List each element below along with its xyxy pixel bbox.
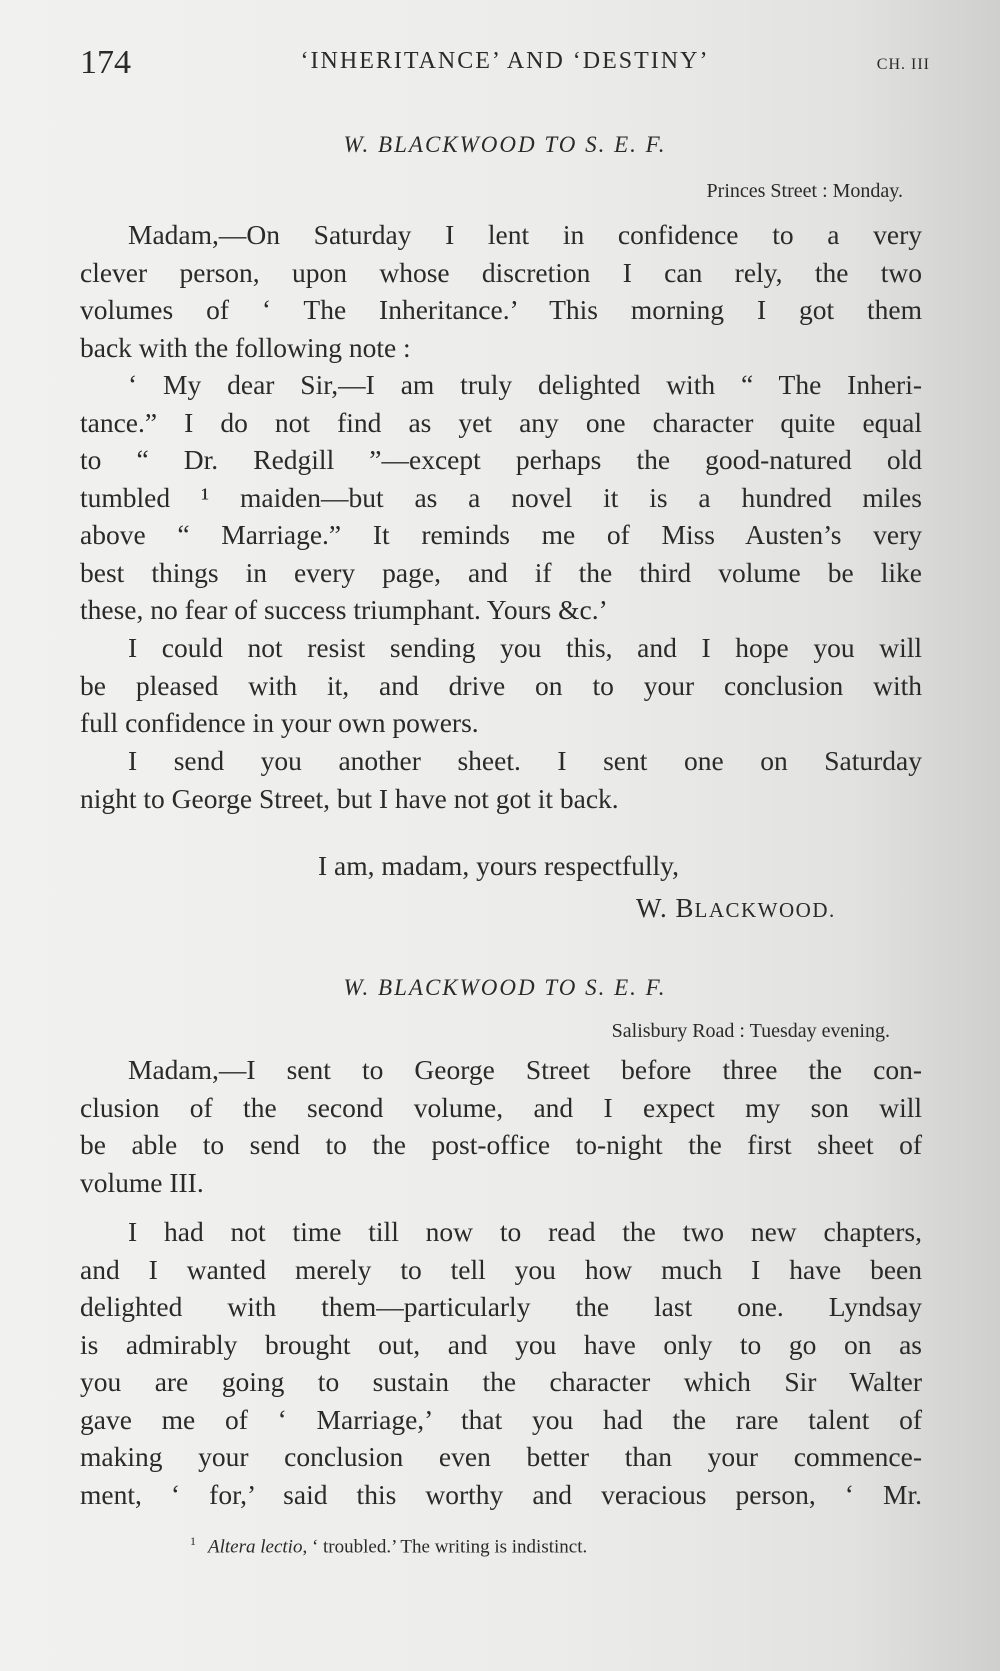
text-line: tumbled ¹ maiden—but as a novel it is a hundred miles: [80, 481, 922, 513]
footnote: [190, 1534, 587, 1558]
signature-initial: W. B: [636, 893, 695, 923]
running-head: [80, 42, 930, 82]
letter-1-paragraph-3: [80, 629, 922, 742]
text-line: gave me of ‘ Marriage,’ that you had the rare talent of: [80, 1403, 922, 1435]
text-line: Madam,—I sent to George Street before three the con-: [128, 1054, 922, 1085]
text-line: full confidence in your own powers.: [80, 707, 479, 738]
text-line: these, no fear of success triumphant. Yours &c.’: [80, 594, 608, 625]
letter-1-paragraph-4: [80, 742, 922, 817]
text-line: Madam,—On Saturday I lent in confidence to a very: [128, 219, 922, 250]
text-line: clusion of the second volume, and I expect my son will: [80, 1091, 922, 1123]
letter-1-signature: [636, 893, 836, 924]
text-line: making your conclusion even better than your commence-: [80, 1441, 922, 1472]
text-line: clever person, upon whose discretion I can rely, the two: [80, 256, 922, 288]
letter-2-paragraph-1: [80, 1051, 922, 1201]
text-line: and I wanted merely to tell you how much I have been: [80, 1253, 922, 1285]
letter-1-closing: I am, madam, yours respectfully,: [318, 850, 679, 881]
letter-1-heading: W. BLACKWOOD TO S. E. F.: [343, 132, 667, 157]
running-title: ‘INHERITANCE’ AND ‘DESTINY’: [300, 48, 710, 74]
text-line: to “ Dr. Redgill ”—except perhaps the good-natured old: [80, 444, 922, 475]
letter-2-dateline: Salisbury Road : Tuesday evening.: [611, 1020, 890, 1042]
text-line: best things in every page, and if the third volume be like: [80, 556, 922, 588]
text-line: volumes of ‘ The Inheritance.’ This morning I got them: [80, 294, 922, 325]
text-line: delighted with them—particularly the last one. Lyndsay: [80, 1291, 922, 1322]
text-line: tance.” I do not find as yet any one character quite equal: [80, 406, 922, 438]
text-line: be pleased with it, and drive on to your conclusion with: [80, 669, 922, 701]
text-line: I send you another sheet. I sent one on Saturday: [128, 745, 922, 776]
text-line: you are going to sustain the character which Sir Walter: [80, 1366, 922, 1397]
text-line: I had not time till now to read the two new chapters,: [128, 1216, 922, 1247]
text-line: above “ Marriage.” It reminds me of Miss Austen’s very: [80, 519, 922, 550]
text-line: I could not resist sending you this, and I hope you will: [128, 632, 922, 663]
text-line: volume III.: [80, 1166, 204, 1198]
footnote-italic-text: Altera lectio: [208, 1536, 303, 1558]
text-line: ment, ‘ for,’ said this worthy and veracious person, ‘ Mr.: [80, 1478, 922, 1510]
text-line: night to George Street, but I have not got it back.: [80, 782, 619, 814]
page-number: 174: [80, 44, 131, 81]
footnote-text: , ‘ troubled.’ The writing is indistinct.: [302, 1536, 588, 1558]
text-line: is admirably brought out, and you have only to go on as: [80, 1328, 922, 1360]
letter-2-heading: W. BLACKWOOD TO S. E. F.: [343, 975, 667, 1000]
footnote-marker: 1: [190, 1534, 196, 1548]
text-line: ‘ My dear Sir,—I am truly delighted with “ The Inheri-: [128, 369, 922, 400]
chapter-reference: CH. III: [876, 56, 930, 73]
text-line: back with the following note :: [80, 331, 411, 363]
signature-surname: LACKWOOD.: [694, 898, 836, 922]
letter-2-paragraph-2: [80, 1213, 922, 1513]
text-line: be able to send to the post-office to-night the first sheet of: [80, 1129, 922, 1160]
letter-1-paragraph-1: [80, 216, 922, 366]
letter-1-paragraph-2: [80, 366, 922, 629]
letter-1-dateline: Princes Street : Monday.: [706, 180, 903, 202]
